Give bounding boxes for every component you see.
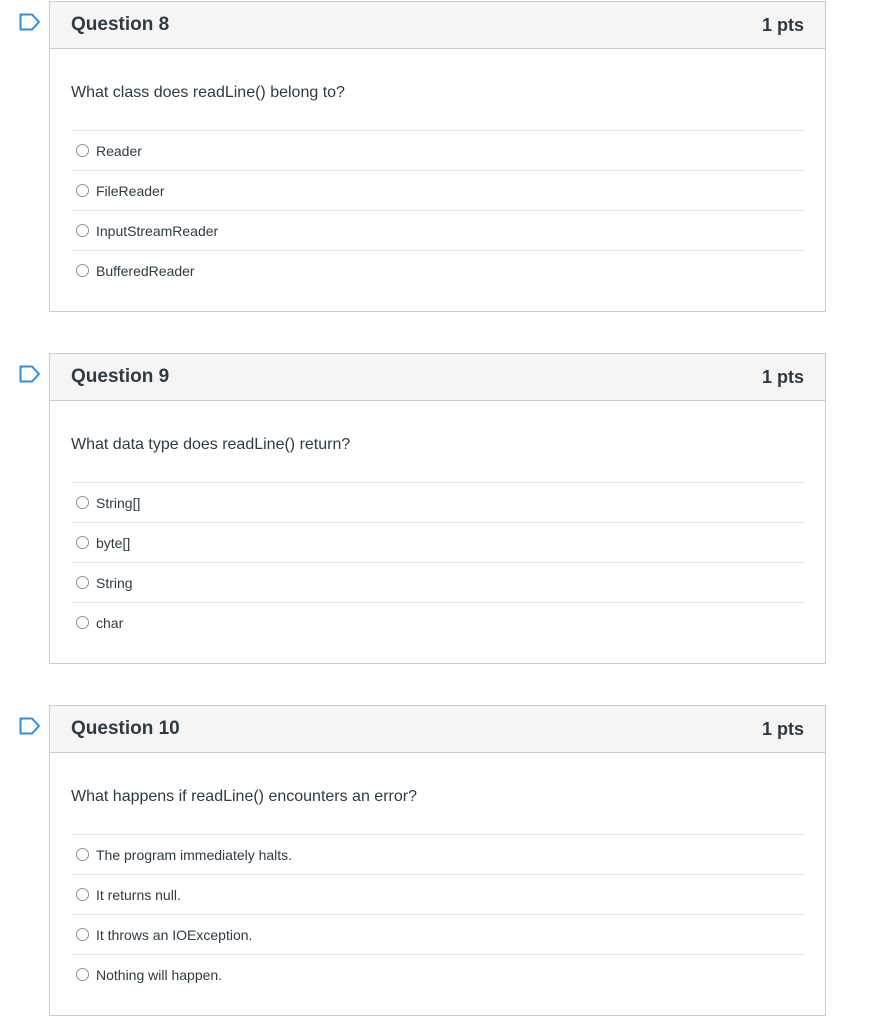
question-body <box>50 401 825 663</box>
answer-list <box>71 834 804 994</box>
question-body <box>50 753 825 1015</box>
question-card <box>49 705 826 1016</box>
answer-option[interactable] <box>71 563 804 603</box>
answer-option[interactable] <box>71 251 804 290</box>
radio-button[interactable] <box>76 536 89 549</box>
answer-option[interactable] <box>71 955 804 994</box>
question-header <box>50 706 825 753</box>
radio-button[interactable] <box>76 928 89 941</box>
radio-button[interactable] <box>76 224 89 237</box>
answer-option[interactable] <box>71 835 804 875</box>
answer-option[interactable] <box>71 523 804 563</box>
flag-question-icon[interactable] <box>19 365 41 383</box>
answer-label: byte[] <box>96 534 131 551</box>
answer-label: It throws an IOException. <box>96 926 253 943</box>
answer-label: It returns null. <box>96 886 181 903</box>
answer-label: Nothing will happen. <box>96 966 223 983</box>
question-card <box>49 1 826 312</box>
question-text: What happens if readLine() encounters an error? <box>71 788 417 805</box>
answer-list <box>71 482 804 642</box>
answer-option[interactable] <box>71 483 804 523</box>
question-card <box>49 353 826 664</box>
question-header <box>50 2 825 49</box>
answer-label: Reader <box>96 142 142 159</box>
radio-button[interactable] <box>76 144 89 157</box>
answer-list <box>71 130 804 290</box>
answer-option[interactable] <box>71 171 804 211</box>
answer-option[interactable] <box>71 131 804 171</box>
question-title: Question 8 <box>71 14 170 35</box>
question-text: What class does readLine() belong to? <box>71 84 345 101</box>
question-header <box>50 354 825 401</box>
answer-label: char <box>96 614 124 631</box>
answer-label: String <box>96 574 133 591</box>
radio-button[interactable] <box>76 968 89 981</box>
answer-label: BufferedReader <box>96 262 195 279</box>
flag-question-icon[interactable] <box>19 13 41 31</box>
question-text: What data type does readLine() return? <box>71 436 351 453</box>
answer-option[interactable] <box>71 211 804 251</box>
answer-label: InputStreamReader <box>96 222 219 239</box>
question-body <box>50 49 825 311</box>
question-points: 1 pts <box>761 14 804 35</box>
question-title: Question 10 <box>71 718 180 739</box>
answer-option[interactable] <box>71 915 804 955</box>
radio-button[interactable] <box>76 264 89 277</box>
radio-button[interactable] <box>76 848 89 861</box>
radio-button[interactable] <box>76 496 89 509</box>
radio-button[interactable] <box>76 184 89 197</box>
flag-question-icon[interactable] <box>19 717 41 735</box>
radio-button[interactable] <box>76 888 89 901</box>
radio-button[interactable] <box>76 616 89 629</box>
question-points: 1 pts <box>761 366 804 387</box>
question-points: 1 pts <box>761 718 804 739</box>
answer-option[interactable] <box>71 603 804 642</box>
answer-label: The program immediately halts. <box>96 846 293 863</box>
answer-label: String[] <box>96 494 141 511</box>
answer-label: FileReader <box>96 182 165 199</box>
answer-option[interactable] <box>71 875 804 915</box>
radio-button[interactable] <box>76 576 89 589</box>
question-title: Question 9 <box>71 366 170 387</box>
